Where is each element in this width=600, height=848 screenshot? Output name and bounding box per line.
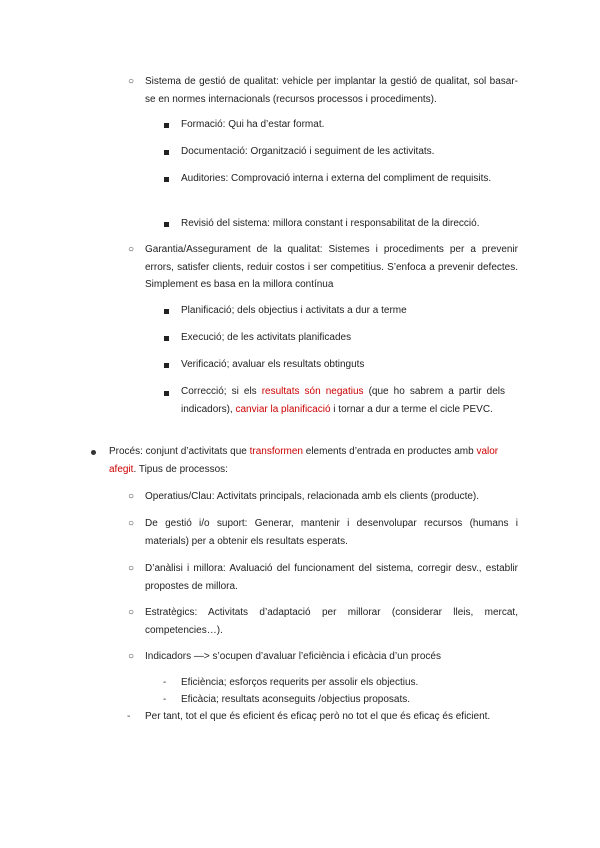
highlight-text: valor afegit <box>109 446 499 475</box>
conclusion-paragraph: Per tant, tot el que és eficient és eficaç però no tot el que és eficaç és eficient. <box>145 711 491 722</box>
list-item: Planificació; dels objectius i activitats a dur a terme <box>181 305 407 316</box>
text-run: Procés: conjunt d’activitats que <box>109 446 250 457</box>
highlight-text: canviar la planificació <box>235 403 331 415</box>
list-item: Eficàcia; resultats aconseguits /objectius proposats. <box>181 694 411 705</box>
list-item: Documentació: Organització i seguiment de les activitats. <box>181 146 435 157</box>
circle-bullet-icon: ○ <box>128 518 135 529</box>
square-bullet-icon <box>164 363 169 368</box>
disc-bullet-icon <box>91 450 96 455</box>
list-item: Formació: Qui ha d’estar format. <box>181 119 325 130</box>
text-run: Correcció; si els <box>181 386 262 397</box>
list-item: Eficiència; esforços requerits per assolir els objectius. <box>181 677 419 688</box>
text-run: elements d’entrada en productes amb <box>303 446 477 457</box>
garantia-paragraph: Garantia/Assegurament de la qualitat: Sistemes i procediments per a prevenir errors, satisfer clients, reduir costos i ser competitius. S’enfoca a prevenir defectes. Simplement es basa en la millora contínua <box>145 244 518 290</box>
dash-bullet-icon: - <box>127 711 131 722</box>
highlight-text: transformen <box>249 446 303 457</box>
list-item: Indicadors —> s’ocupen d’avaluar l’eficiència i eficàcia d’un procés <box>145 651 441 662</box>
list-item: Verificació; avaluar els resultats obtinguts <box>181 359 365 370</box>
square-bullet-icon <box>164 336 169 341</box>
sistema-paragraph: Sistema de gestió de qualitat: vehicle per implantar la gestió de qualitat, sol basar-se en normes internacionals (recursos processos i procediments). <box>145 76 518 105</box>
correccio-item <box>181 383 505 418</box>
circle-bullet-icon: ○ <box>128 563 135 574</box>
circle-bullet-icon: ○ <box>128 76 135 87</box>
circle-bullet-icon: ○ <box>128 651 135 662</box>
square-bullet-icon <box>164 123 169 128</box>
dash-bullet-icon: - <box>163 677 167 688</box>
text-run: i tornar a dur a terme el cicle PEVC. <box>330 403 493 415</box>
list-item: D’anàlisi i millora: Avaluació del funcionament del sistema, corregir desv., establir propostes de millora. <box>145 563 518 592</box>
circle-bullet-icon: ○ <box>128 607 135 618</box>
square-bullet-icon <box>164 222 169 227</box>
highlight-text: resultats són negatius <box>261 386 364 397</box>
square-bullet-icon <box>164 177 169 182</box>
list-item: Operatius/Clau: Activitats principals, relacionada amb els clients (producte). <box>145 491 480 502</box>
text-run: (que ho sabrem a partir dels indicadors), <box>181 386 506 415</box>
list-item: Revisió del sistema: millora constant i responsabilitat de la direcció. <box>181 218 480 229</box>
list-item: De gestió i/o suport: Generar, mantenir i desenvolupar recursos (humans i materials) per a obtenir els resultats esperats. <box>145 518 518 547</box>
text-run: . Tipus de processos: <box>133 463 228 475</box>
list-item: Execució; de les activitats planificades <box>181 332 352 343</box>
circle-bullet-icon: ○ <box>128 491 135 502</box>
circle-bullet-icon: ○ <box>128 244 135 255</box>
list-item: Estratègics: Activitats d’adaptació per millorar (considerar lleis, mercat, competencies…). <box>145 607 518 636</box>
square-bullet-icon <box>164 309 169 314</box>
list-item: Auditories: Comprovació interna i externa del compliment de requisits. <box>181 173 492 184</box>
square-bullet-icon <box>164 391 169 396</box>
square-bullet-icon <box>164 150 169 155</box>
dash-bullet-icon: - <box>163 694 167 705</box>
proces-paragraph <box>109 443 523 478</box>
